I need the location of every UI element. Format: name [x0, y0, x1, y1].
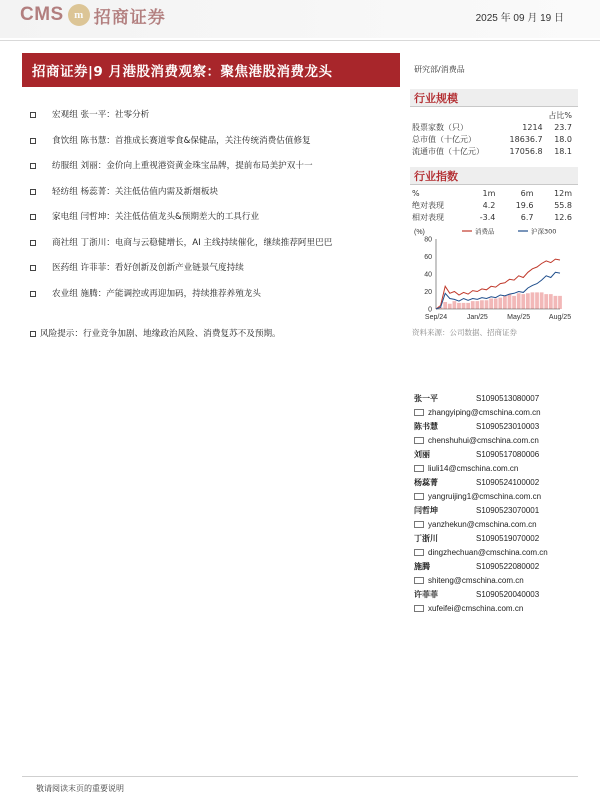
chart-bar [554, 296, 558, 309]
risk-text: 风险提示：行业竞争加剧、地缘政治风险、消费复苏不及预期。 [40, 329, 281, 339]
chart-y-tick-label: 40 [424, 271, 432, 279]
scale-value: 17056.8 [509, 146, 543, 156]
chart-bar [544, 294, 548, 309]
bullet-square-icon [30, 291, 36, 297]
scale-label: 流通市值（十亿元） [412, 146, 484, 156]
scale-label: 总市值（十亿元） [412, 134, 476, 144]
report-title: 招商证券|9 月港股消费观察：聚焦港股消费龙头 [32, 64, 333, 80]
table-row [412, 211, 572, 223]
index-header: 12m [554, 188, 572, 198]
bullet-square-icon [30, 138, 36, 144]
analyst-name: 许菲菲 [414, 589, 438, 599]
index-6m: 19.6 [515, 200, 534, 210]
scale-label: 股票家数（只） [412, 122, 468, 132]
analyst-id: S1090519070002 [476, 533, 540, 543]
list-item-text: 轻纺组 杨蕊菁：关注低估值内需及新烟板块 [52, 186, 219, 197]
footer-divider [22, 776, 578, 777]
index-title: 行业指数 [414, 170, 458, 183]
email-icon [414, 409, 424, 416]
footer-note: 敬请阅读末页的重要说明 [36, 784, 124, 793]
table-row [412, 109, 572, 121]
chart-y-unit: (%) [414, 229, 425, 236]
scale-pct: 23.7 [554, 122, 572, 132]
chart-x-tick-label: Aug/25 [548, 314, 572, 321]
bullet-square-icon [30, 240, 36, 246]
list-item [30, 210, 400, 225]
bullet-square-icon [30, 214, 36, 220]
index-label: 绝对表现 [412, 200, 444, 210]
index-1m: 4.2 [482, 200, 496, 210]
company-logo [20, 2, 166, 28]
bullet-square-icon [30, 331, 36, 337]
index-header: % [412, 188, 420, 198]
analyst-id: S1090522080002 [476, 561, 540, 571]
email-icon [414, 465, 424, 472]
chart-bar [475, 301, 479, 309]
analyst-entry [414, 419, 594, 447]
analyst-name: 杨蕊菁 [414, 477, 438, 487]
report-date: 2025 年 09 月 19 日 [475, 13, 564, 24]
index-section-header [410, 167, 578, 185]
list-item-text: 宏观组 张一平：社零分析 [52, 110, 150, 120]
list-item [30, 261, 400, 276]
chart-legend [462, 227, 556, 236]
chart-x-tick-label: Sep/24 [424, 314, 448, 321]
index-header: 1m [482, 188, 496, 198]
scale-pct: 18.0 [554, 134, 572, 144]
analyst-id: S1090524100002 [476, 477, 540, 487]
analyst-name: 陈书慧 [414, 421, 438, 431]
chart-bar [448, 304, 452, 309]
email-icon [414, 493, 424, 500]
table-row [412, 121, 572, 133]
table-row [412, 187, 572, 199]
chart-bar [485, 300, 489, 309]
bullet-square-icon [30, 189, 36, 195]
analyst-list [414, 391, 594, 615]
chart-bar [540, 292, 544, 309]
analyst-email[interactable]: yangruijing1@cmschina.com.cn [428, 491, 542, 501]
scale-table [412, 109, 572, 157]
chart-bar [457, 303, 461, 309]
analyst-email[interactable]: chenshuhui@cmschina.com.cn [428, 435, 539, 445]
list-item [30, 108, 400, 123]
chart-bar [498, 298, 502, 309]
chart-bar [480, 300, 484, 309]
analyst-email[interactable]: yanzhekun@cmschina.com.cn [428, 519, 537, 529]
index-label: 相对表现 [412, 212, 444, 222]
analyst-entry [414, 587, 594, 615]
email-icon [414, 549, 424, 556]
index-table [412, 187, 572, 223]
index-chart [410, 225, 580, 325]
analyst-id: S1090513080007 [476, 393, 540, 403]
legend-label: 消费品 [475, 227, 495, 236]
email-icon [414, 605, 424, 612]
title-bar [22, 53, 400, 87]
scale-value: 1214 [522, 122, 543, 132]
table-row [412, 145, 572, 157]
chart-y-tick-label: 80 [424, 236, 432, 244]
chart-bar [443, 302, 447, 309]
chart-bar [494, 299, 498, 310]
chart-bar [471, 301, 475, 309]
chart-bar [462, 303, 466, 309]
list-item [30, 185, 400, 200]
index-1m: -3.4 [479, 212, 496, 222]
list-item-text: 食饮组 陈书慧：首推成长赛道零食&保健品，关注传统消费估值修复 [52, 135, 311, 146]
header-divider [0, 40, 600, 41]
index-12m: 12.6 [554, 212, 572, 222]
chart-y-tick-label: 20 [424, 289, 432, 296]
analyst-entry [414, 391, 594, 419]
chart-bar [512, 296, 516, 309]
analyst-id: S1090523010003 [476, 421, 540, 431]
analyst-id: S1090520040003 [476, 589, 540, 599]
chart-x-tick-label: Jan/25 [466, 314, 488, 321]
bullet-square-icon [30, 265, 36, 271]
logo-en: CMS [20, 4, 64, 25]
list-item [30, 287, 400, 302]
list-item-text: 农业组 施腾：产能调控或再迎加码，持续推荐养殖龙头 [52, 288, 261, 299]
risk-warning [30, 327, 400, 341]
scale-section-header [410, 89, 578, 107]
analyst-email[interactable]: shiteng@cmschina.com.cn [428, 575, 524, 585]
analyst-email[interactable]: xufeifei@cmschina.com.cn [428, 603, 524, 613]
analyst-entry [414, 447, 594, 475]
chart-bar [452, 301, 456, 309]
list-item [30, 236, 400, 251]
bullet-square-icon [30, 163, 36, 169]
list-item-text: 商社组 丁浙川：电商与云稳健增长，AI 主线持续催化，继续推荐阿里巴巴 [52, 237, 333, 248]
logo-mark-icon: m [68, 4, 90, 26]
email-icon [414, 437, 424, 444]
chart-bar [466, 303, 470, 309]
list-item [30, 159, 400, 174]
chart-bar [558, 296, 562, 309]
chart-y-tick-label: 0 [428, 306, 432, 314]
analyst-id: S1090517080006 [476, 449, 540, 459]
table-row [412, 199, 572, 211]
chart-source: 资料来源：公司数据、招商证券 [412, 328, 517, 337]
table-row [412, 133, 572, 145]
scale-pct: 18.1 [554, 146, 572, 156]
chart-x-tick-label: May/25 [507, 314, 531, 321]
scale-unit-header: 占比% [548, 110, 572, 120]
analyst-email[interactable]: dingzhechuan@cmschina.com.cn [428, 547, 548, 557]
chart-bar [508, 294, 512, 309]
analyst-entry [414, 475, 594, 503]
analyst-email[interactable]: zhangyiping@cmschina.com.cn [428, 407, 541, 417]
analyst-name: 丁浙川 [414, 533, 438, 543]
chart-bar [503, 296, 507, 309]
legend-label: 沪深300 [531, 227, 557, 236]
index-12m: 55.8 [554, 200, 572, 210]
analyst-name: 闫哲坤 [414, 505, 438, 515]
index-6m: 6.7 [520, 212, 534, 222]
list-item-text: 家电组 闫哲坤：关注低估值龙头&预期差大的工具行业 [52, 212, 260, 222]
list-item-text: 医药组 许菲菲：看好创新及创新产业链景气度持续 [52, 263, 244, 273]
email-icon [414, 577, 424, 584]
report-category: 研究部/消费品 [414, 65, 465, 74]
analyst-entry [414, 559, 594, 587]
chart-bar [535, 292, 539, 309]
index-header: 6m [520, 188, 534, 198]
analyst-email[interactable]: liuli14@cmschina.com.cn [428, 463, 519, 473]
logo-cn: 招商证券 [93, 7, 166, 28]
list-item [30, 134, 400, 149]
analyst-name: 张一平 [414, 393, 438, 403]
summary-list [30, 108, 400, 312]
analyst-name: 施腾 [414, 561, 430, 571]
chart-bar [517, 293, 521, 309]
analyst-entry [414, 531, 594, 559]
bullet-square-icon [30, 112, 36, 118]
list-item-text: 纺服组 刘丽：金价向上重视港资黄金珠宝品牌，提前布局美护双十一 [52, 161, 313, 171]
chart-bar [526, 293, 530, 309]
analyst-entry [414, 503, 594, 531]
scale-title: 行业规模 [414, 92, 458, 105]
scale-value: 18636.7 [509, 134, 543, 144]
analyst-name: 刘丽 [414, 449, 430, 459]
chart-y-tick-label: 60 [424, 254, 432, 261]
analyst-id: S1090523070001 [476, 505, 540, 515]
chart-bar [549, 294, 553, 309]
chart-bar [489, 299, 493, 310]
chart-bar [531, 292, 535, 309]
chart-bar [521, 294, 525, 309]
email-icon [414, 521, 424, 528]
